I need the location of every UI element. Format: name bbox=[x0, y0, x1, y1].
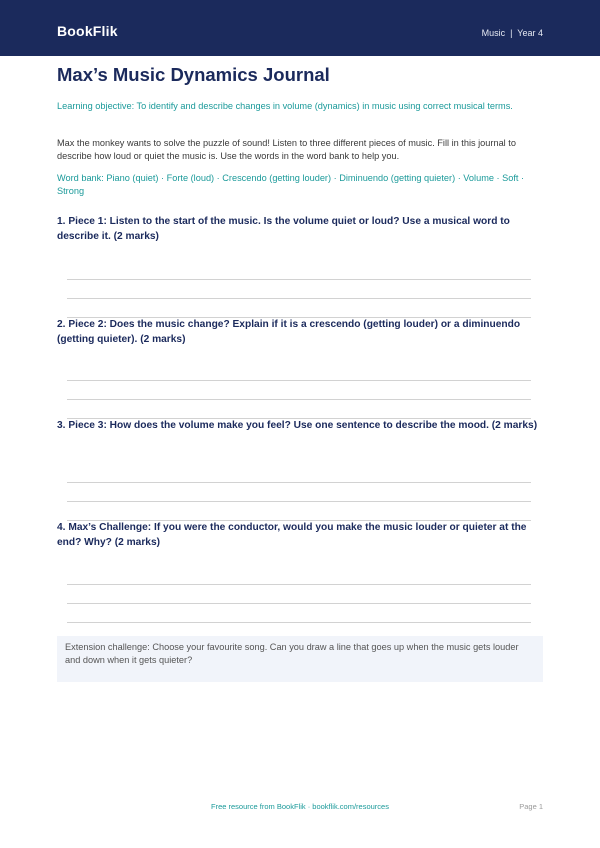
footer-credit: Free resource from BookFlik · bookflik.com/resources bbox=[211, 802, 389, 811]
extension-challenge-box: Extension challenge: Choose your favourite song. Can you draw a line that goes up when the music gets louder and down when it gets quieter? bbox=[57, 636, 543, 682]
learning-objective: Learning objective: To identify and describe changes in volume (dynamics) in music using correct musical terms. bbox=[57, 101, 513, 111]
brand-logo-text: BookFlik bbox=[57, 23, 118, 39]
question-1: 1. Piece 1: Listen to the start of the music. Is the volume quiet or loud? Use a musical word to describe it. (2 marks) bbox=[57, 216, 510, 242]
answer-line[interactable] bbox=[67, 399, 531, 400]
answer-line[interactable] bbox=[67, 603, 531, 604]
question-2: 2. Piece 2: Does the music change? Explain if it is a crescendo (getting louder) or a diminuendo (getting quieter). (2 marks) bbox=[57, 319, 521, 345]
word-bank: Word bank: Piano (quiet) · Forte (loud) · Crescendo (getting louder) · Diminuendo (getting quieter) · Volume · Soft · Strong bbox=[57, 173, 525, 196]
answer-line[interactable] bbox=[67, 298, 531, 299]
intro-text: Max the monkey wants to solve the puzzle of sound! Listen to three different pieces of music. Fill in this journal to describe how loud or quiet the music is. Use the words in the word bank to help you. bbox=[57, 138, 516, 161]
page-number: Page 1 bbox=[519, 802, 543, 811]
question-4: 4. Max’s Challenge: If you were the conductor, would you make the music louder or quieter at the end? Why? (2 marks) bbox=[57, 522, 527, 548]
answer-line[interactable] bbox=[67, 584, 531, 585]
answer-line[interactable] bbox=[67, 622, 531, 623]
answer-line[interactable] bbox=[67, 501, 531, 502]
question-3: 3. Piece 3: How does the volume make you feel? Use one sentence to describe the mood. (2 marks) bbox=[57, 420, 538, 431]
answer-line[interactable] bbox=[67, 279, 531, 280]
answer-line[interactable] bbox=[67, 380, 531, 381]
page-header bbox=[0, 0, 600, 56]
answer-line[interactable] bbox=[67, 482, 531, 483]
page-title: Max’s Music Dynamics Journal bbox=[57, 64, 330, 85]
subject-year-label: Music | Year 4 bbox=[481, 28, 543, 38]
